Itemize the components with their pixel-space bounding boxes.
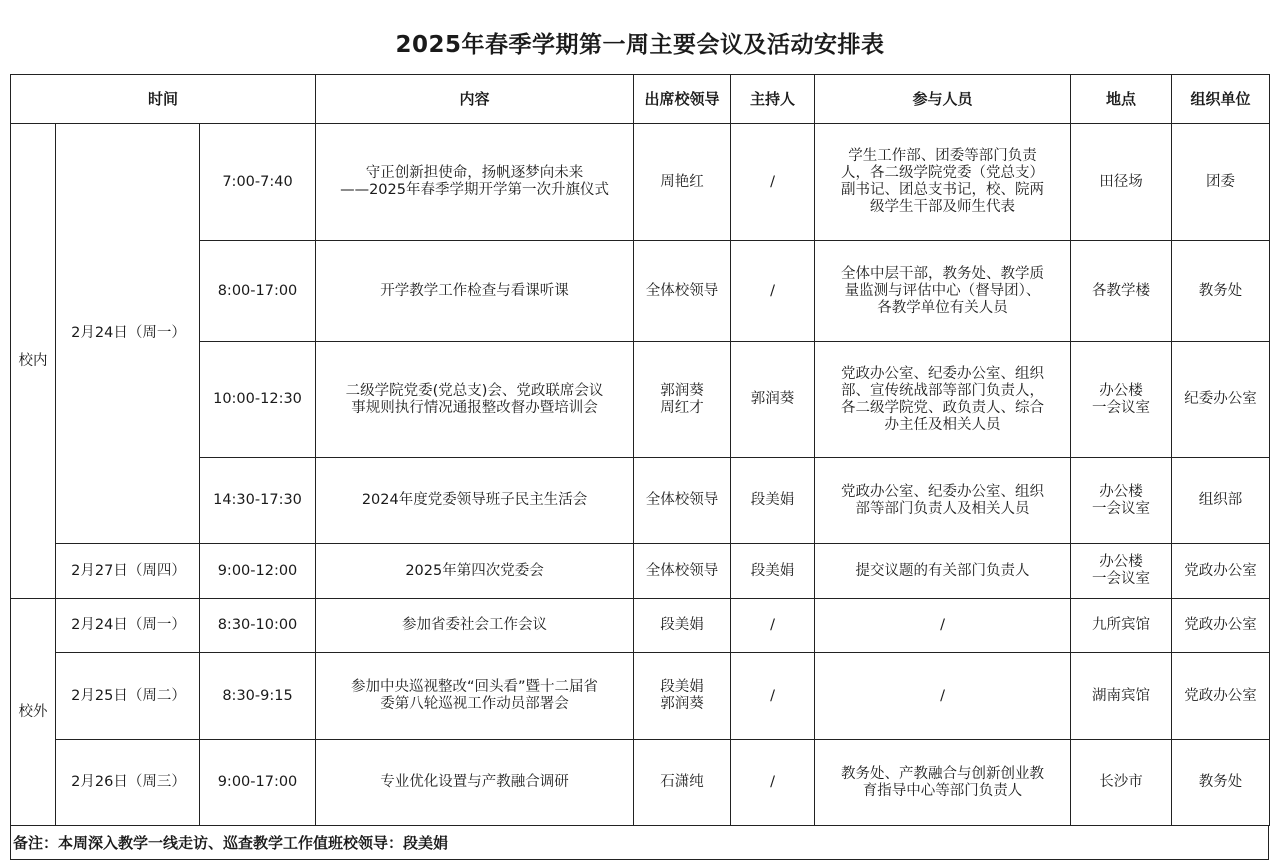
table-row: [11, 740, 1270, 826]
leader-cell: [634, 599, 731, 653]
participants-cell-line: 提交议题的有关部门负责人: [855, 562, 1030, 579]
time-cell: 9:00-12:00: [200, 544, 316, 599]
organizer-cell: 教务处: [1172, 241, 1270, 342]
participants-cell: [815, 599, 1071, 653]
participants-cell-line: 办主任及相关人员: [884, 416, 1001, 433]
content-cell: [316, 458, 634, 544]
host-cell: 段美娟: [731, 544, 815, 599]
leader-cell: [634, 342, 731, 458]
organizer-cell: 组织部: [1172, 458, 1270, 544]
header-content: 内容: [316, 75, 634, 124]
location-cell-line: 九所宾馆: [1092, 617, 1151, 633]
leader-cell: [634, 740, 731, 826]
location-cell: [1071, 458, 1172, 544]
location-cell-line: 一会议室: [1092, 399, 1151, 416]
participants-cell: [815, 740, 1071, 826]
leader-cell-line: 周红才: [660, 399, 704, 416]
leader-cell-line: 周艳红: [660, 173, 704, 190]
time-cell: 8:30-9:15: [200, 653, 316, 740]
header-location: 地点: [1071, 75, 1172, 124]
schedule-table: [10, 74, 1270, 826]
leader-cell: [634, 544, 731, 599]
host-cell: /: [731, 241, 815, 342]
time-cell: 8:00-17:00: [200, 241, 316, 342]
content-cell: [316, 124, 634, 241]
participants-cell-line: 副书记、团总支书记，校、院两: [841, 182, 1045, 198]
participants-cell-line: 量监测与评估中心（督导团）、: [844, 282, 1041, 299]
host-cell: /: [731, 599, 815, 653]
date-cell: 2月26日（周三）: [56, 740, 200, 826]
location-cell-line: 办公楼: [1099, 382, 1143, 399]
participants-cell: [815, 458, 1071, 544]
location-cell: [1071, 653, 1172, 740]
location-cell: [1071, 241, 1172, 342]
location-cell: [1071, 740, 1172, 826]
participants-cell-line: 学生工作部、团委等部门负责: [848, 148, 1037, 164]
table-row: [11, 599, 1270, 653]
content-cell-line: 事规则执行情况通报整改督办暨培训会: [351, 399, 598, 416]
participants-cell-line: 育指导中心等部门负责人: [862, 782, 1023, 799]
date-cell: 2月25日（周二）: [56, 653, 200, 740]
time-cell: 8:30-10:00: [200, 599, 316, 653]
participants-cell: [815, 342, 1071, 458]
location-cell-line: 湖南宾馆: [1092, 687, 1151, 704]
participants-cell-line: 级学生干部及师生代表: [870, 199, 1016, 215]
content-cell: [316, 544, 634, 599]
footnote: 备注：本周深入教学一线走访、巡查教学工作值班校领导：段美娟: [10, 826, 1269, 860]
header-organizer: 组织单位: [1172, 75, 1270, 124]
participants-cell-line: 人，各二级学院党委（党总支）: [841, 165, 1045, 181]
leader-cell: [634, 124, 731, 241]
date-cell: 2月24日（周一）: [56, 124, 200, 544]
participants-cell-line: 全体中层干部，教务处、教学质: [841, 265, 1045, 282]
leader-cell: [634, 241, 731, 342]
content-cell-line: ——2025年春季学期开学第一次升旗仪式: [340, 182, 609, 198]
content-cell-line: 2025年第四次党委会: [405, 562, 544, 579]
header-time: 时间: [11, 75, 316, 124]
participants-cell-line: 党政办公室、纪委办公室、组织: [841, 365, 1045, 382]
content-cell: [316, 599, 634, 653]
time-cell: 9:00-17:00: [200, 740, 316, 826]
host-cell: 段美娟: [731, 458, 815, 544]
organizer-cell: 党政办公室: [1172, 599, 1270, 653]
content-cell: [316, 740, 634, 826]
participants-cell-line: 党政办公室、纪委办公室、组织: [841, 483, 1045, 500]
header-participants: 参与人员: [815, 75, 1071, 124]
time-cell: 7:00-7:40: [200, 124, 316, 241]
content-cell: [316, 241, 634, 342]
leader-cell-line: 全体校领导: [645, 282, 719, 299]
date-cell: 2月27日（周四）: [56, 544, 200, 599]
organizer-cell: 纪委办公室: [1172, 342, 1270, 458]
location-cell-line: 办公楼: [1099, 483, 1143, 500]
page-title: 2025年春季学期第一周主要会议及活动安排表: [395, 32, 885, 58]
location-cell-line: 田径场: [1099, 173, 1143, 190]
host-cell: /: [731, 740, 815, 826]
host-cell: /: [731, 124, 815, 241]
section-internal: 校内: [11, 124, 56, 599]
header-row: [11, 75, 1270, 124]
location-cell-line: 一会议室: [1092, 571, 1151, 587]
date-cell: 2月24日（周一）: [56, 599, 200, 653]
organizer-cell: 教务处: [1172, 740, 1270, 826]
leader-cell-line: 段美娟: [660, 679, 704, 695]
table-row: [11, 458, 1270, 544]
location-cell: [1071, 124, 1172, 241]
content-cell: [316, 653, 634, 740]
table-row: [11, 124, 1270, 241]
host-cell: 郭润葵: [731, 342, 815, 458]
leader-cell-line: 全体校领导: [645, 492, 719, 508]
time-cell: 10:00-12:30: [200, 342, 316, 458]
participants-cell-line: 部等部门负责人及相关人员: [855, 500, 1030, 517]
participants-cell-line: 部、宣传统战部等部门负责人，: [841, 382, 1045, 399]
section-external: 校外: [11, 599, 56, 826]
leader-cell: [634, 653, 731, 740]
participants-cell: [815, 653, 1071, 740]
content-cell-line: 2024年度党委领导班子民主生活会: [361, 492, 588, 508]
content-cell-line: 守正创新担使命，扬帆逐梦向未来: [365, 165, 584, 181]
organizer-cell: 党政办公室: [1172, 544, 1270, 599]
leader-cell-line: 石潇纯: [660, 774, 704, 790]
content-cell-line: 开学教学工作检查与看课听课: [380, 282, 569, 299]
table-row: [11, 241, 1270, 342]
content-cell-line: 参加中央巡视整改“回头看”暨十二届省: [351, 679, 599, 695]
participants-cell: [815, 241, 1071, 342]
participants-cell-line: 各二级学院党、政负责人、综合: [841, 399, 1045, 416]
location-cell-line: 一会议室: [1092, 500, 1151, 517]
location-cell-line: 办公楼: [1099, 554, 1143, 570]
content-cell-line: 专业优化设置与产教融合调研: [380, 774, 569, 790]
leader-cell-line: 郭润葵: [660, 382, 704, 399]
location-cell: [1071, 599, 1172, 653]
header-host: 主持人: [731, 75, 815, 124]
leader-cell-line: 全体校领导: [645, 562, 719, 579]
time-cell: 14:30-17:30: [200, 458, 316, 544]
table-row: [11, 653, 1270, 740]
leader-cell: [634, 458, 731, 544]
leader-cell-line: 郭润葵: [660, 696, 704, 712]
participants-cell-line: /: [940, 617, 945, 633]
table-row: [11, 544, 1270, 599]
host-cell: /: [731, 653, 815, 740]
location-cell-line: 长沙市: [1099, 774, 1143, 790]
table-row: [11, 342, 1270, 458]
header-leader: 出席校领导: [634, 75, 731, 124]
participants-cell-line: /: [940, 687, 945, 704]
leader-cell-line: 段美娟: [660, 617, 704, 633]
organizer-cell: 团委: [1172, 124, 1270, 241]
participants-cell: [815, 544, 1071, 599]
location-cell: [1071, 544, 1172, 599]
content-cell-line: 二级学院党委(党总支)会、党政联席会议: [345, 382, 604, 399]
content-cell-line: 委第八轮巡视工作动员部署会: [380, 696, 569, 712]
participants-cell-line: 教务处、产教融合与创新创业教: [841, 765, 1045, 782]
participants-cell-line: 各教学单位有关人员: [877, 299, 1008, 316]
content-cell-line: 参加省委社会工作会议: [402, 617, 548, 633]
location-cell-line: 各教学楼: [1092, 282, 1151, 299]
organizer-cell: 党政办公室: [1172, 653, 1270, 740]
participants-cell: [815, 124, 1071, 241]
content-cell: [316, 342, 634, 458]
location-cell: [1071, 342, 1172, 458]
